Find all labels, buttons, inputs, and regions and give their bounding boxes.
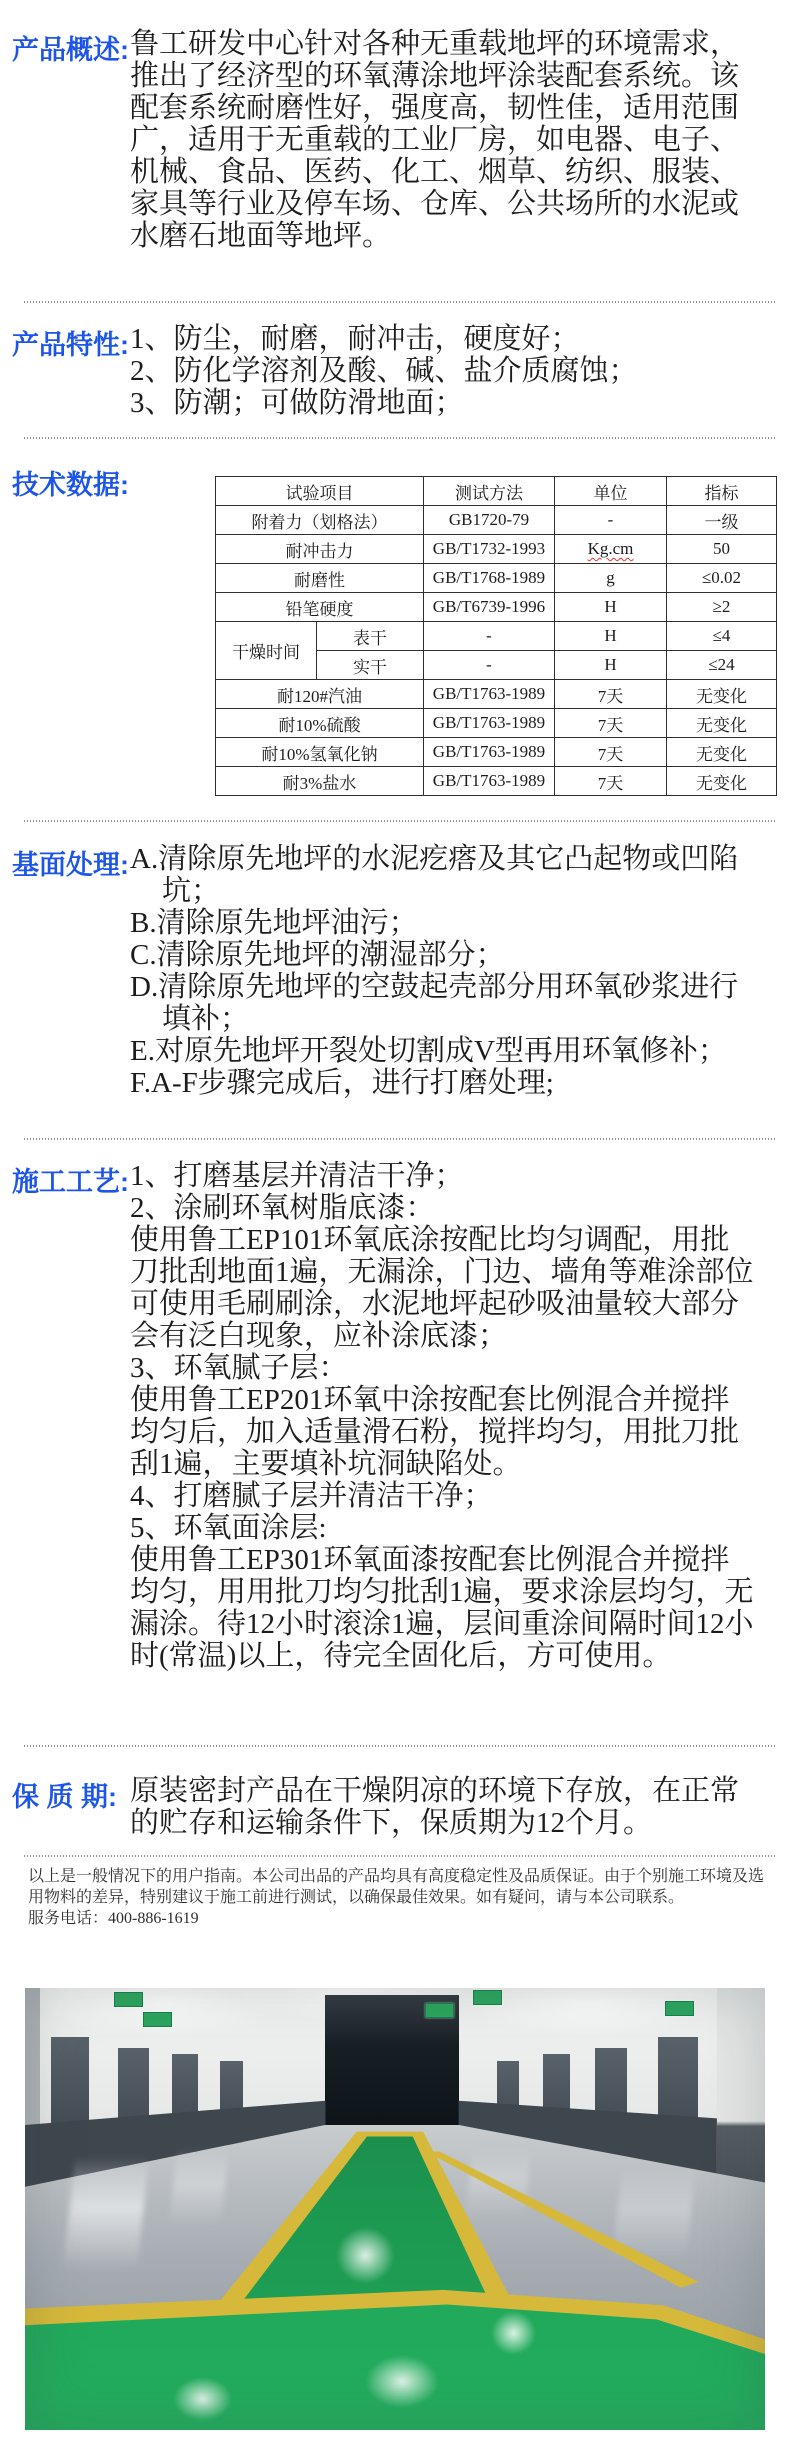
cell-value: ≥2	[667, 593, 777, 622]
section-divider	[24, 301, 776, 303]
cell-item: 干燥时间	[216, 622, 317, 680]
cell-unit: 7天	[555, 767, 667, 796]
section-divider	[24, 1138, 776, 1140]
cell-item: 耐10%氢氧化钠	[216, 738, 424, 767]
cell-value: ≤24	[667, 651, 777, 680]
section-divider	[24, 1745, 776, 1747]
application-step: 1、打磨基层并清洁干净；	[130, 1160, 464, 1192]
cell-value: 无变化	[667, 680, 777, 709]
feature-item: 2、防化学溶剂及酸、碱、盐介质腐蚀；	[130, 355, 638, 387]
cell-unit: H	[555, 651, 667, 680]
table-row	[216, 564, 777, 593]
footer-disclaimer: 以上是一般情况下的用户指南。本公司出品的产品均具有高度稳定性及品质保证。由于个别施工环境及选用物料的差异，特别建议于施工前进行测试，以确保最佳效果。如有疑问，请与本公司联系。	[28, 1868, 765, 1906]
cell-method: GB/T6739-1996	[424, 593, 555, 622]
cell-unit: -	[555, 506, 667, 535]
section-label-application: 施工工艺:	[12, 1167, 129, 1197]
section-label-features: 产品特性:	[12, 330, 129, 360]
surface-prep-step: D.清除原先地坪的空鼓起壳部分用环氧砂浆进行填补；	[130, 971, 739, 1035]
overview-paragraph: 鲁工研发中心针对各种无重载地坪的环境需求，推出了经济型的环氧薄涂地坪涂装配套系统。该配套系统耐磨性好，强度高，韧性佳，适用范围广，适用于无重载的工业厂房，如电器、电子、机械、食品、医药、化工、烟草、纺织、服装、家具等行业及停车场、仓库、公共场所的水泥或水磨石地面等地坪。	[130, 28, 740, 252]
table-row	[216, 622, 777, 651]
cell-unit: g	[555, 564, 667, 593]
cell-value: 无变化	[667, 709, 777, 738]
cell-value: 50	[667, 535, 777, 564]
table-row	[216, 680, 777, 709]
application-step: 5、环氧面涂层:	[130, 1512, 327, 1544]
cell-item: 耐冲击力	[216, 535, 424, 564]
surface-prep-step: F.A-F步骤完成后，进行打磨处理;	[130, 1067, 554, 1099]
table-row	[216, 593, 777, 622]
cell-item: 耐10%硫酸	[216, 709, 424, 738]
section-product-features	[0, 323, 800, 419]
epoxy-floor-workshop-photo	[25, 1988, 765, 2430]
section-surface-prep	[0, 843, 800, 1099]
section-application-process	[0, 1160, 800, 1672]
cell-item: 附着力（划格法）	[216, 506, 424, 535]
application-step-detail: 使用鲁工EP301环氧面漆按配套比例混合并搅拌均匀，用用批刀均匀批刮1遍，要求涂层均匀，无漏涂。待12小时滚涂1遍，层间重涂间隔时间12小时(常温)以上，待完全固化后，方可使用。	[130, 1544, 754, 1672]
cell-value: ≤0.02	[667, 564, 777, 593]
feature-item: 1、防尘，耐磨，耐冲击，硬度好；	[130, 323, 580, 355]
shelf-life-paragraph: 原装密封产品在干燥阴凉的环境下存放，在正常的贮存和运输条件下，保质期为12个月。	[130, 1775, 740, 1839]
cell-value: ≤4	[667, 622, 777, 651]
cell-item: 耐磨性	[216, 564, 424, 593]
cell-item: 耐120#汽油	[216, 680, 424, 709]
cell-unit: 7天	[555, 738, 667, 767]
tech-data-table	[215, 476, 777, 796]
cell-method: GB1720-79	[424, 506, 555, 535]
cell-method: GB/T1763-1989	[424, 680, 555, 709]
cell-subitem: 实干	[317, 651, 424, 680]
cell-method: GB/T1763-1989	[424, 709, 555, 738]
cell-value: 无变化	[667, 738, 777, 767]
header-cell-item: 试验项目	[216, 477, 424, 506]
application-step-detail: 使用鲁工EP101环氧底涂按配比均匀调配，用批刀批刮地面1遍，无漏涂，门边、墙角等难涂部位可使用毛刷刷涂，水泥地坪起砂吸油量较大部分会有泛白现象，应补涂底漆；	[130, 1224, 754, 1352]
cell-unit: H	[555, 593, 667, 622]
section-label-shelf-life: 保 质 期:	[12, 1782, 117, 1812]
cell-subitem: 表干	[317, 622, 424, 651]
cell-value: 一级	[667, 506, 777, 535]
table-row	[216, 738, 777, 767]
header-cell-value: 指标	[667, 477, 777, 506]
cell-method: GB/T1763-1989	[424, 738, 555, 767]
cell-method: GB/T1768-1989	[424, 564, 555, 593]
cell-unit: 7天	[555, 680, 667, 709]
section-product-overview	[0, 28, 800, 252]
surface-prep-step: E.对原先地坪开裂处切割成V型再用环氧修补；	[130, 1035, 727, 1067]
application-step-detail: 使用鲁工EP201环氧中涂按配套比例混合并搅拌均匀后，加入适量滑石粉，搅拌均匀，用批刀批刮1遍，主要填补坑洞缺陷处。	[130, 1384, 740, 1480]
section-label-surface-prep: 基面处理:	[12, 850, 129, 880]
feature-item: 3、防潮；可做防滑地面；	[130, 387, 464, 419]
table-row	[216, 535, 777, 564]
cell-method: -	[424, 622, 555, 651]
section-shelf-life	[0, 1775, 800, 1839]
cell-value: 无变化	[667, 767, 777, 796]
cell-unit: H	[555, 622, 667, 651]
application-step: 2、涂刷环氧树脂底漆：	[130, 1192, 435, 1224]
footer-note	[28, 1866, 772, 1929]
cell-method: -	[424, 651, 555, 680]
application-step: 3、环氧腻子层：	[130, 1352, 348, 1384]
footer-service-phone: 服务电话：400-886-1619	[28, 1910, 199, 1927]
cell-item: 铅笔硬度	[216, 593, 424, 622]
cell-unit	[555, 535, 667, 564]
table-row	[216, 767, 777, 796]
surface-prep-step: C.清除原先地坪的潮湿部分；	[130, 939, 505, 971]
cell-item: 耐3%盐水	[216, 767, 424, 796]
table-row	[216, 506, 777, 535]
header-cell-method: 测试方法	[424, 477, 555, 506]
photo-vignette	[25, 1988, 765, 2430]
cell-unit-misspelled: Kg.cm	[587, 539, 634, 558]
surface-prep-step: A.清除原先地坪的水泥疙瘩及其它凸起物或凹陷坑；	[130, 843, 739, 907]
section-divider	[24, 820, 776, 822]
header-cell-unit: 单位	[555, 477, 667, 506]
section-divider	[24, 437, 776, 439]
table-row	[216, 709, 777, 738]
cell-method: GB/T1732-1993	[424, 535, 555, 564]
application-step: 4、打磨腻子层并清洁干净；	[130, 1480, 493, 1512]
surface-prep-step: B.清除原先地坪油污；	[130, 907, 418, 939]
cell-unit: 7天	[555, 709, 667, 738]
cell-method: GB/T1763-1989	[424, 767, 555, 796]
section-label-overview: 产品概述:	[12, 35, 129, 65]
table-header-row	[216, 477, 777, 506]
section-divider	[24, 1855, 776, 1857]
section-label-tech-data: 技术数据:	[12, 470, 129, 500]
